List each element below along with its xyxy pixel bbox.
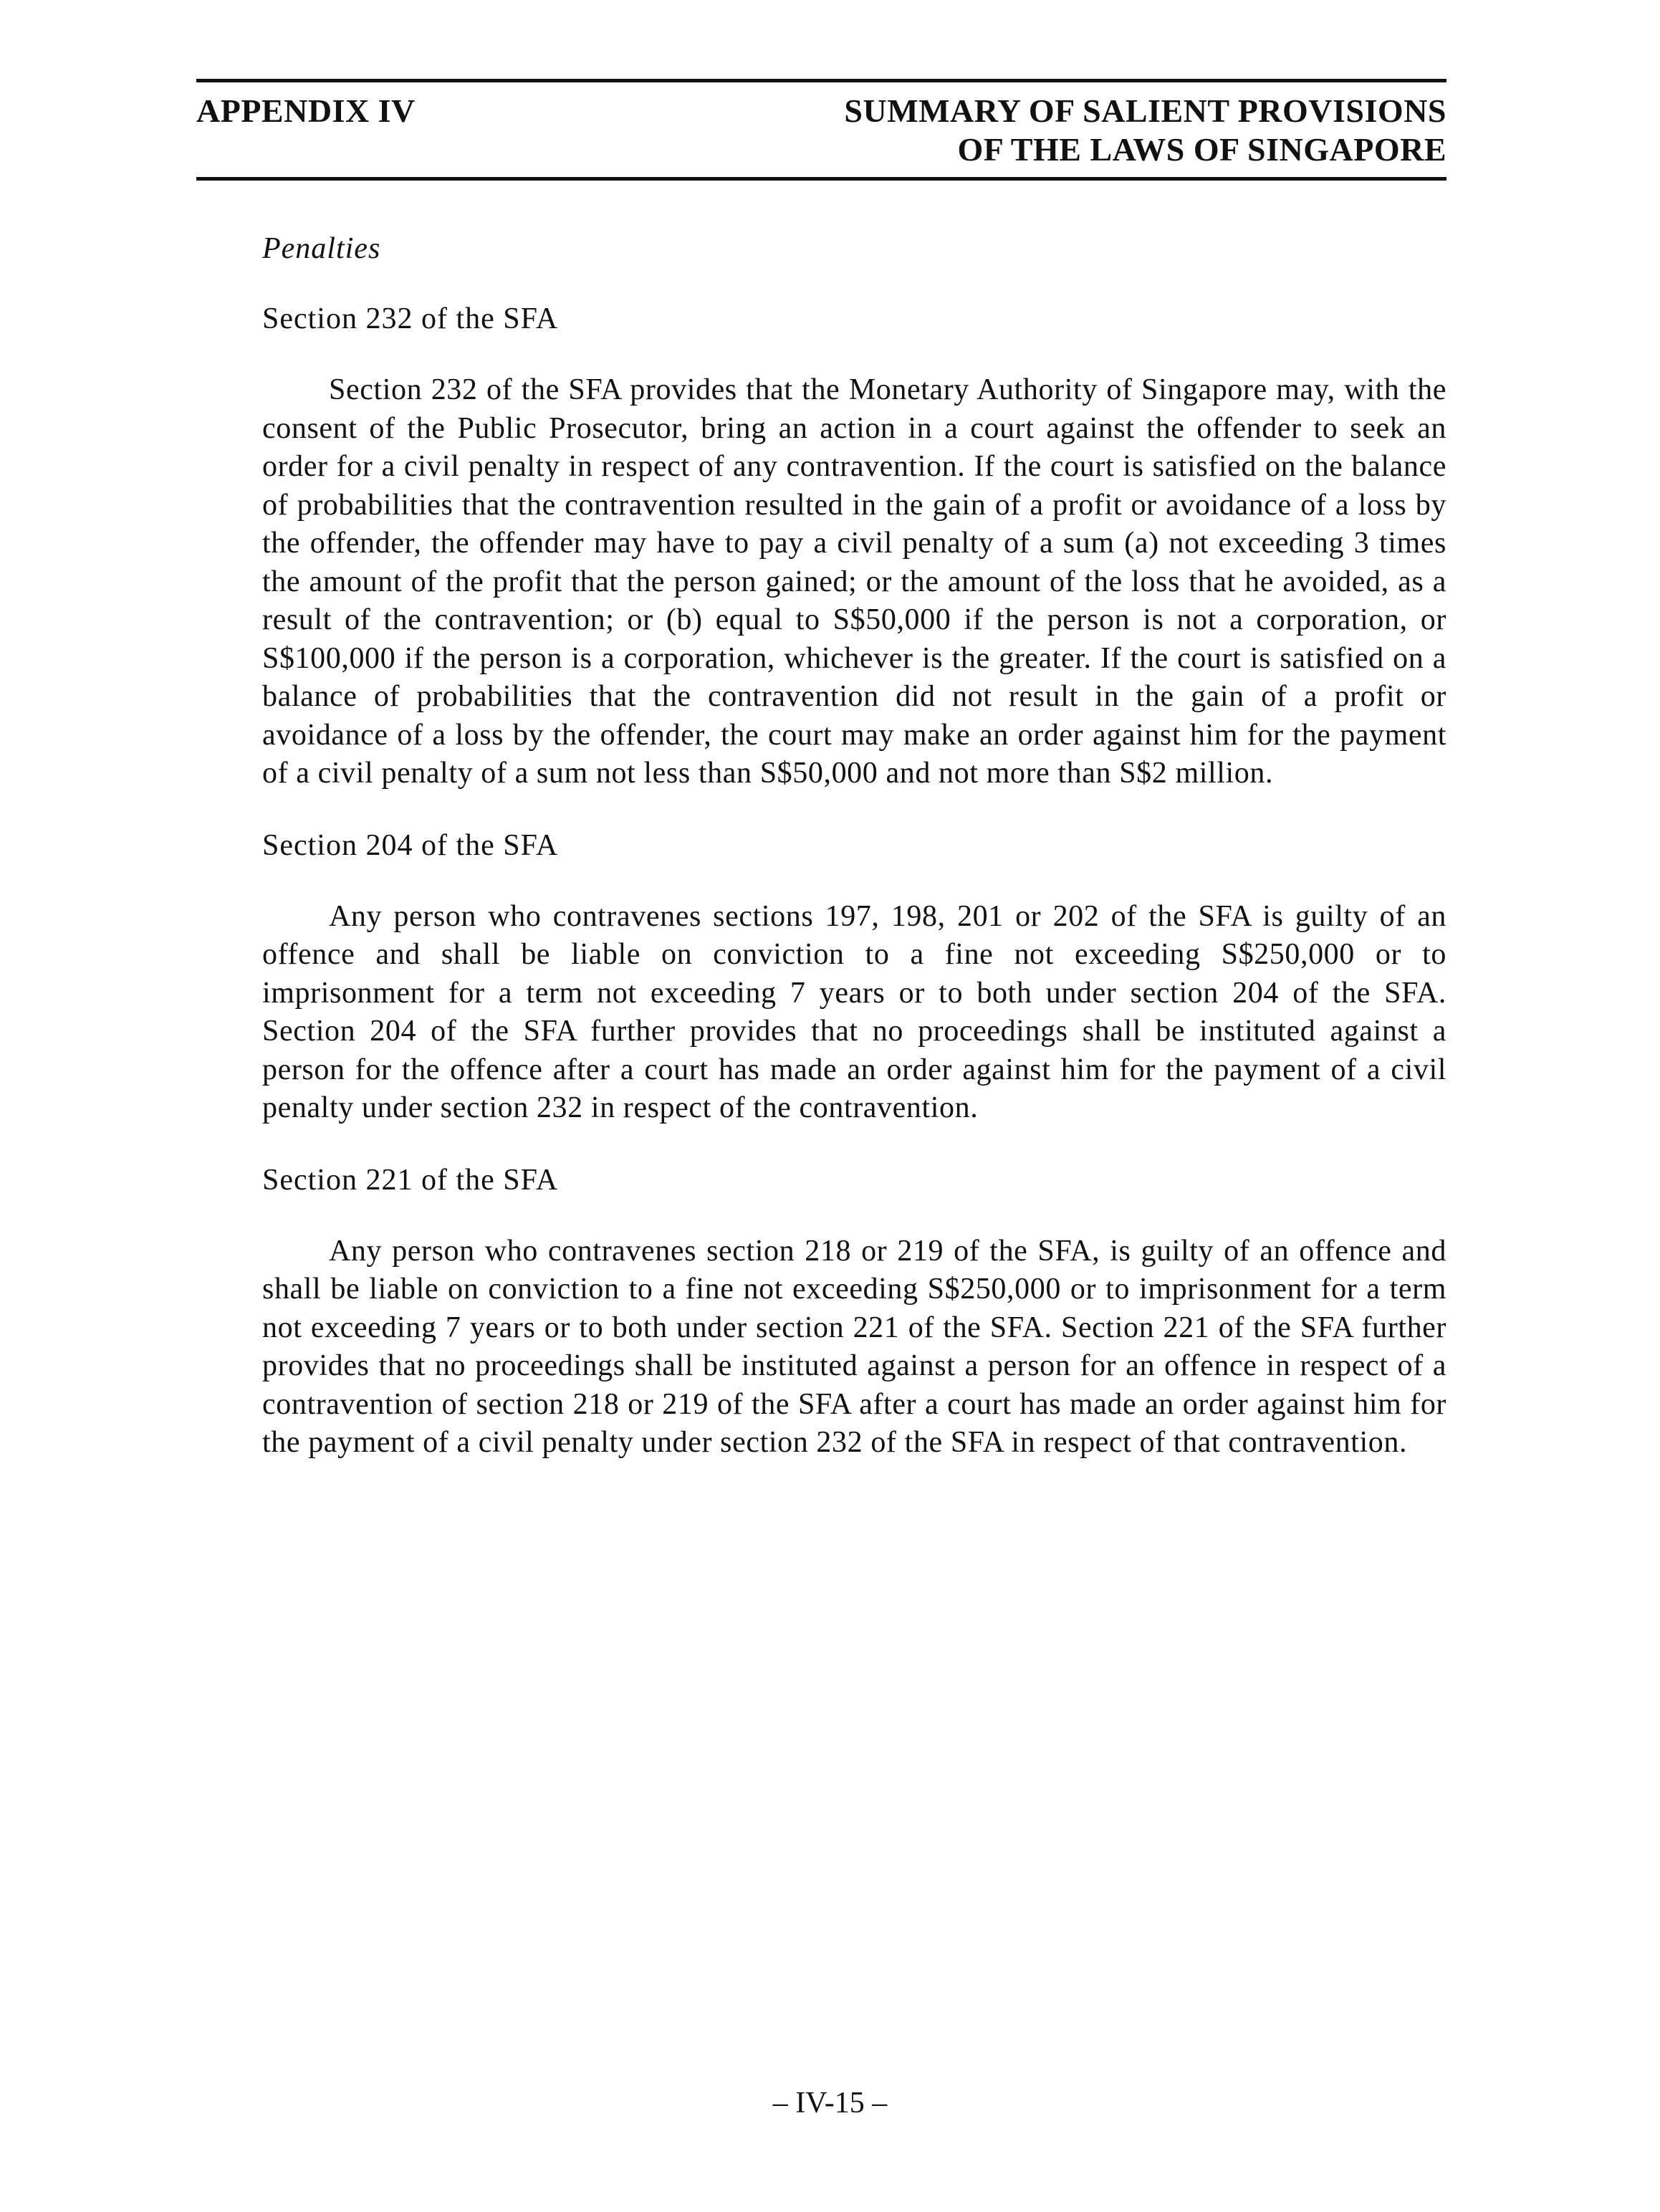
page-body (262, 229, 1446, 1495)
header-title-line-1: SUMMARY OF SALIENT PROVISIONS (844, 92, 1446, 129)
section-232-paragraph: Section 232 of the SFA provides that the Monetary Authority of Singapore may, with the consent of the Public Prosecutor, bring an action in a court against the offender to seek an order for a civil penalty in respect of any contravention. If the court is satisfied on the balance of probabilities that the contravention resulted in the gain of a profit or avoidance of a loss by the offender, the offender may have to pay a civil penalty of a sum (a) not exceeding 3 times the amount of the profit that the person gained; or the amount of the loss that he avoided, as a result of the contravention; or (b) equal to S$50,000 if the person is not a corporation, or S$100,000 if the person is a corporation, whichever is the greater. If the court is satisfied on a balance of probabilities that the contravention did not result in the gain of a profit or avoidance of a loss by the offender, the court may make an order against him for the payment of a civil penalty of a sum not less than S$50,000 and not more than S$2 million. (262, 373, 1446, 790)
section-204-title: Section 204 of the SFA (262, 828, 559, 862)
header-title (844, 92, 1446, 169)
section-232-title: Section 232 of the SFA (262, 302, 559, 335)
section-221-paragraph: Any person who contravenes section 218 or 219 of the SFA, is guilty of an offence and shall be liable on conviction to a fine not exceeding S$250,000 or to imprisonment for a term not exceeding 7 years or to both under section 221 of the SFA. Section 221 of the SFA further provides that no proceedings shall be instituted against a person for an offence in respect of a contravention of section 218 or 219 of the SFA after a court has made an order against him for the payment of a civil penalty under section 232 of the SFA in respect of that contravention. (262, 1234, 1446, 1459)
section-204-paragraph: Any person who contravenes sections 197, 198, 201 or 202 of the SFA is guilty of an offence and shall be liable on conviction to a fine not exceeding S$250,000 or to imprisonment for a term not exceeding 7 years or to both under section 204 of the SFA. Section 204 of the SFA further provides that no proceedings shall be instituted against a person for the offence after a court has made an order against him for the payment of a civil penalty under section 232 in respect of the contravention. (262, 899, 1446, 1124)
section-221-title: Section 221 of the SFA (262, 1163, 559, 1197)
header-top-rule (196, 79, 1446, 82)
page-number: – IV-15 – (772, 2087, 888, 2120)
appendix-label: APPENDIX IV (196, 92, 416, 129)
header-title-line-2: OF THE LAWS OF SINGAPORE (957, 131, 1446, 168)
header-bottom-rule (196, 177, 1446, 181)
penalties-heading: Penalties (262, 232, 381, 265)
